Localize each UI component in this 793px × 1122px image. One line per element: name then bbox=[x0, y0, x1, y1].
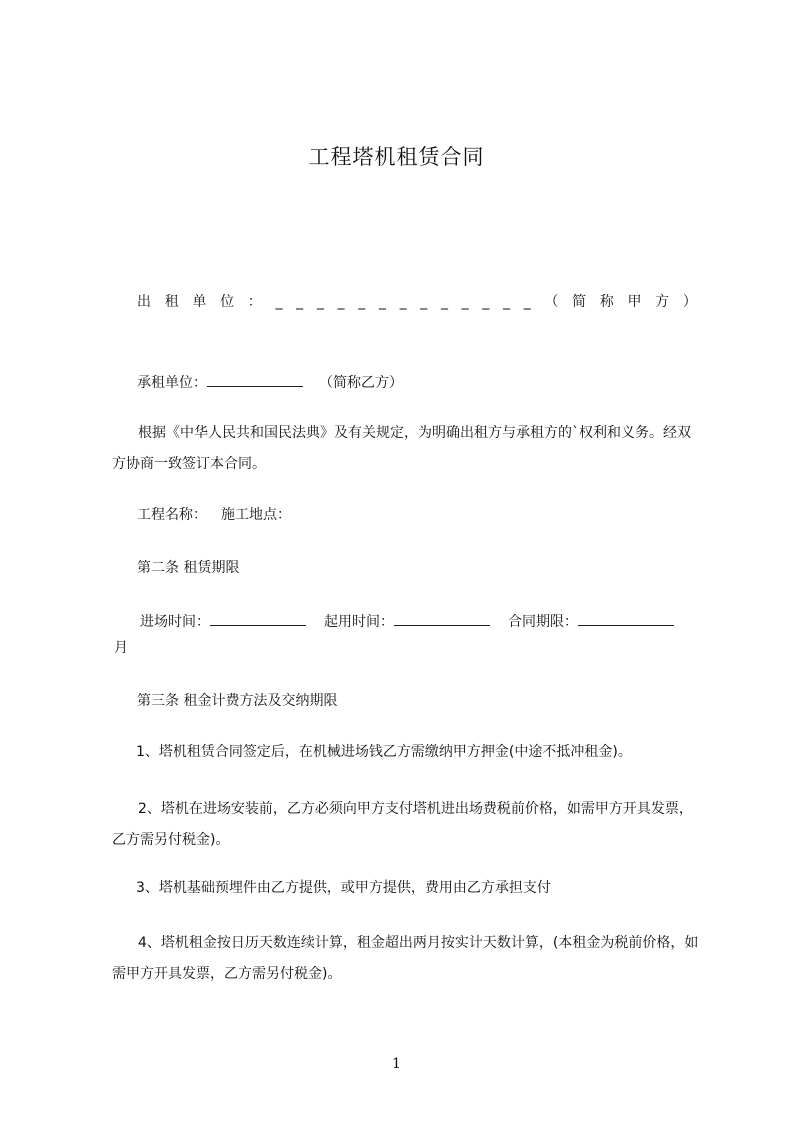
lessor-char: 称 bbox=[599, 294, 614, 310]
clause-3: 3、塔机基础预埋件由乙方提供，或甲方提供，费用由乙方承担支付 bbox=[136, 880, 551, 896]
lessor-blank-char: _ bbox=[461, 294, 469, 310]
lessor-blank-char: _ bbox=[440, 294, 448, 310]
lessee-line bbox=[137, 373, 403, 392]
lessor-char: 甲 bbox=[627, 294, 642, 310]
project-site-label: 施工地点： bbox=[221, 507, 291, 523]
article-3-heading: 第三条 租金计费方法及交纳期限 bbox=[137, 693, 338, 709]
lessor-blank-char: _ bbox=[316, 294, 324, 310]
lessor-blank-char: _ bbox=[358, 294, 366, 310]
lessor-blank-char: _ bbox=[296, 294, 304, 310]
lessee-blank bbox=[207, 373, 303, 387]
term-unit: 月 bbox=[114, 640, 128, 656]
lessor-char: （ bbox=[544, 294, 559, 310]
lessor-blank-char: _ bbox=[399, 294, 407, 310]
lessor-char: 方 bbox=[655, 294, 670, 310]
lessor-char: 简 bbox=[572, 294, 587, 310]
lessor-char: 出 bbox=[137, 294, 151, 310]
lessor-char: 租 bbox=[164, 294, 179, 310]
clause-2: 2、塔机在进场安装前，乙方必须向甲方支付塔机进出场费税前价格，如需甲方开具发票，乙方需另付税金)。 bbox=[112, 801, 693, 848]
lessor-blank-char: _ bbox=[275, 294, 283, 310]
clause-1: 1、塔机租赁合同签定后，在机械进场钱乙方需缴纳甲方押金(中途不抵冲租金)。 bbox=[136, 744, 632, 760]
term-label: 合同期限： bbox=[508, 614, 578, 630]
lessor-char: 单 bbox=[192, 294, 207, 310]
start-time-label: 起用时间： bbox=[324, 614, 394, 630]
page-number: 1 bbox=[392, 1056, 401, 1072]
article-2-heading: 第二条 租赁期限 bbox=[137, 560, 240, 576]
lessor-blank-char: _ bbox=[378, 294, 386, 310]
period-line bbox=[140, 612, 674, 631]
project-line bbox=[137, 506, 291, 524]
lessee-suffix: （简称乙方） bbox=[319, 375, 403, 391]
lessor-blank-char: _ bbox=[523, 294, 531, 310]
start-time-blank bbox=[394, 612, 490, 626]
term-blank bbox=[578, 612, 674, 626]
lessor-char: ） bbox=[682, 294, 697, 310]
lessor-blank-char: _ bbox=[337, 294, 345, 310]
lessor-char: 位 bbox=[220, 294, 235, 310]
entry-time-label: 进场时间： bbox=[140, 614, 210, 630]
lessor-blank-char: _ bbox=[482, 294, 490, 310]
lessor-line bbox=[137, 292, 697, 312]
project-name-label: 工程名称： bbox=[137, 507, 207, 523]
lessor-blank-char: _ bbox=[420, 294, 428, 310]
lessor-char: ： bbox=[247, 294, 262, 310]
entry-time-blank bbox=[210, 612, 306, 626]
intro-paragraph: 根据《中华人民共和国民法典》及有关规定，为明确出租方与承租方的`权利和义务。经双方协商一致签订本合同。 bbox=[112, 425, 691, 472]
clause-4: 4、塔机租金按日历天数连续计算，租金超出两月按实计天数计算，(本租金为税前价格，如需甲方开具发票，乙方需另付税金)。 bbox=[112, 935, 699, 982]
document-title: 工程塔机租赁合同 bbox=[308, 145, 485, 169]
lessee-label: 承租单位： bbox=[137, 375, 207, 391]
lessor-blank-char: _ bbox=[503, 294, 510, 310]
